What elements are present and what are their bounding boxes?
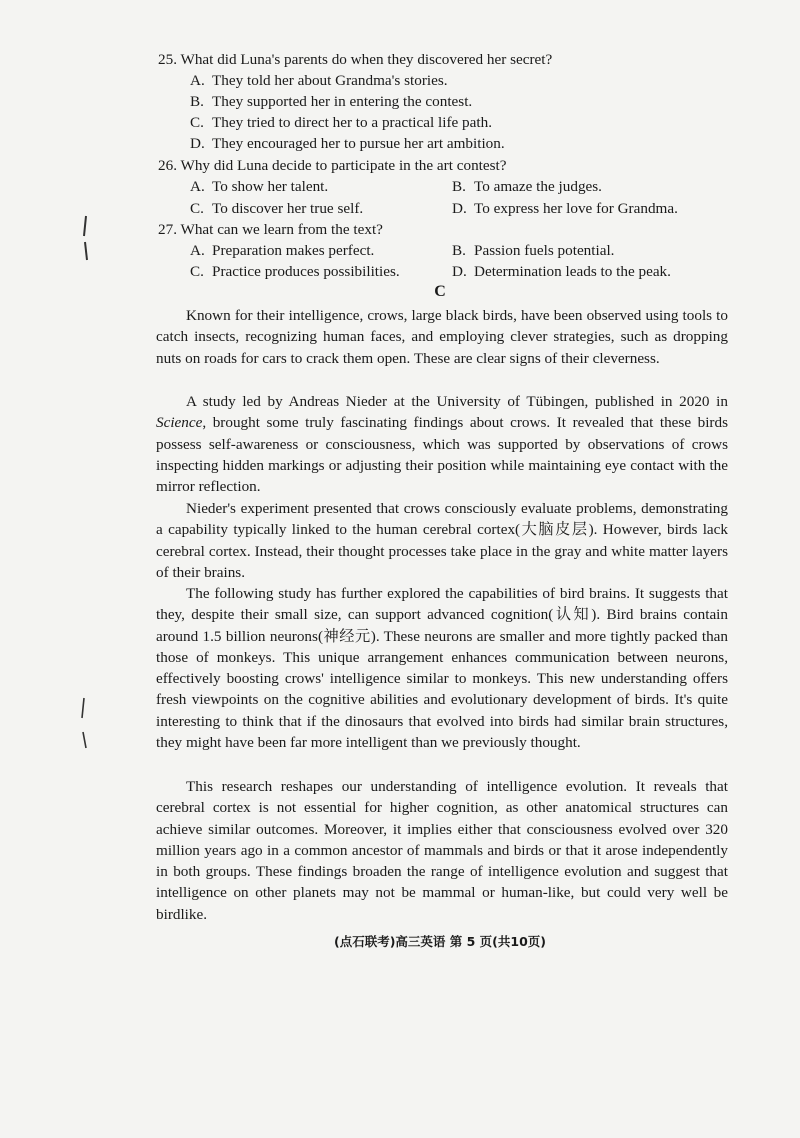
passage-paragraph-2 [156, 391, 728, 497]
q25-option-a [190, 70, 448, 91]
option-letter: C. [190, 114, 204, 131]
q27-option-a [190, 240, 374, 261]
q25-option-d [190, 133, 505, 154]
option-text: To discover her true self. [212, 200, 364, 217]
question-25-stem: 25. What did Luna's parents do when they discovered her secret? [158, 51, 553, 68]
option-text: Passion fuels potential. [474, 242, 615, 259]
q27-option-c [190, 261, 400, 282]
option-letter: A. [190, 242, 205, 259]
option-letter: D. [452, 200, 467, 217]
q25-option-c [190, 112, 492, 133]
paragraph-2-start: A study led by Andreas Nieder at the University of Tübingen, published in 2020 in [186, 393, 728, 410]
page-footer: (点石联考)高三英语 第 5 页(共10页) [333, 934, 546, 949]
option-text: They encouraged her to pursue her art ambition. [212, 135, 505, 152]
option-letter: C. [190, 263, 204, 280]
passage-paragraph-3: Nieder's experiment presented that crows consciously evaluate problems, demonstrating a capability typically linked to the human cerebral cortex(大脑皮层). However, birds lack cerebral cortex. Instead, their thought processes take place in the gray and white matter layers of their brains. [156, 500, 728, 581]
option-text: They tried to direct her to a practical life path. [212, 114, 492, 131]
question-27-stem: 27. What can we learn from the text? [158, 221, 383, 238]
q27-option-b [452, 240, 614, 261]
option-letter: C. [190, 200, 204, 217]
option-text: To express her love for Grandma. [474, 200, 678, 217]
option-letter: B. [452, 242, 466, 259]
margin-pencil-mark [76, 214, 96, 264]
passage-paragraph-4: The following study has further explored the capabilities of bird brains. It suggests that they, despite their small size, can support advanced cognition(认知). Bird brains contain around 1.5 billion neurons(神经元). These neurons are smaller and more tightly packed than those of monkeys. This unique arrangement enhances communication between neurons, effectively boosting crows' intelligence similar to monkeys. This new understanding offers fresh viewpoints on the cognitive abilities and evolutionary development of birds. It's quite interesting to think that if the dinosaurs that evolved into birds had similar brain structures, they might have been far more intelligent than we previously thought. [156, 585, 728, 752]
q27-option-d [452, 261, 671, 282]
option-letter: B. [190, 93, 204, 110]
q26-option-c [190, 198, 363, 219]
q26-option-d [452, 198, 678, 219]
option-letter: A. [190, 72, 205, 89]
section-label: C [434, 283, 446, 300]
question-26-stem: 26. Why did Luna decide to participate in the art contest? [158, 157, 507, 174]
option-text: Determination leads to the peak. [474, 263, 671, 280]
option-text: Preparation makes perfect. [212, 242, 375, 259]
passage-paragraph-1: Known for their intelligence, crows, large black birds, have been observed using tools to catch insects, recognizing human faces, and employing clever strategies, such as dropping nuts on roads for cars to crack them open. These are clear signs of their cleverness. [156, 307, 728, 367]
option-text: They told her about Grandma's stories. [212, 72, 448, 89]
option-letter: D. [452, 263, 467, 280]
q25-option-b [190, 91, 472, 112]
option-letter: D. [190, 135, 205, 152]
option-text: Practice produces possibilities. [212, 263, 400, 280]
option-letter: B. [452, 178, 466, 195]
journal-name: Science [156, 414, 203, 432]
q26-option-b [452, 176, 602, 197]
q26-option-a [190, 176, 328, 197]
option-letter: A. [190, 178, 205, 195]
paragraph-2-end: , brought some truly fascinating findings about crows. It revealed that these birds possess self-awareness or consciousness, which was supported by observations of crows inspecting hidden markings or adjusting their position while maintaining eye contact with the mirror reflection. [156, 414, 728, 496]
option-text: To show her talent. [212, 178, 329, 195]
option-text: They supported her in entering the contest. [212, 93, 473, 110]
margin-pencil-mark [74, 696, 94, 756]
passage-paragraph-5: This research reshapes our understanding of intelligence evolution. It reveals that cerebral cortex is not essential for higher cognition, as other anatomical structures can achieve similar outcomes. Moreover, it implies either that consciousness evolved over 320 million years ago in a common ancestor of mammals and birds or that it arose independently in both groups. These findings broaden the range of intelligence evolution and suggest that intelligence on other planets may not be mammal or human-like, but could very well be birdlike. [156, 778, 728, 923]
option-text: To amaze the judges. [474, 178, 602, 195]
